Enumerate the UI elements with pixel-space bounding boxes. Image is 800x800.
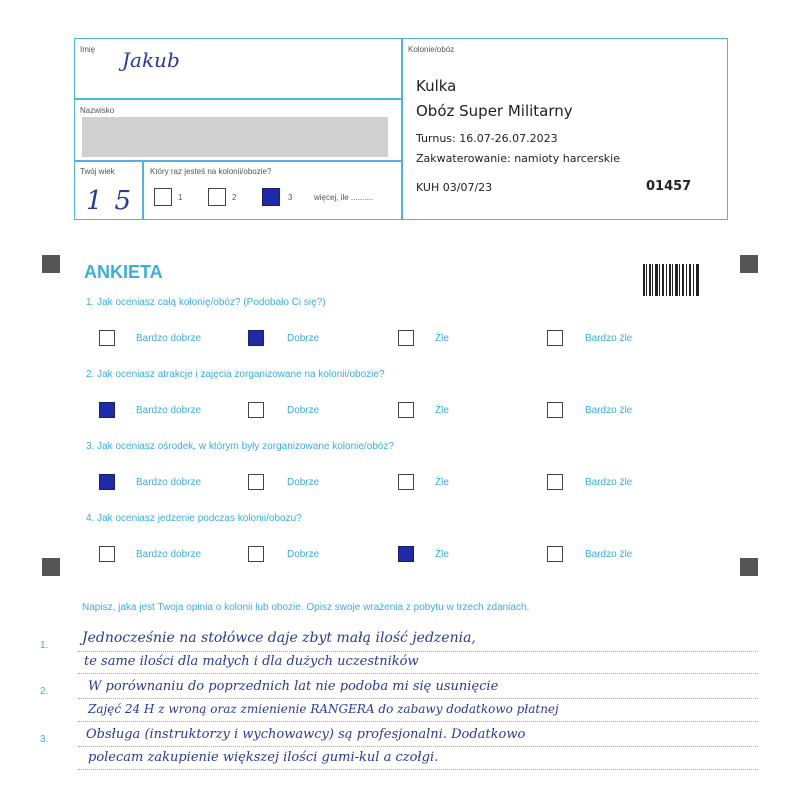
q2-option-zle-checkbox[interactable] xyxy=(398,402,414,418)
q1-option-label: Bardzo dobrze xyxy=(136,333,202,344)
accommodation: Zakwaterowanie: namioty harcerskie xyxy=(416,152,620,165)
times-option-1: 1 xyxy=(178,193,183,202)
q2-option-label: Bardzo dobrze xyxy=(136,405,202,416)
times-option-3: 3 xyxy=(288,193,293,202)
opinion-rule xyxy=(78,769,758,770)
opinion-handwriting-line[interactable]: Jednocześnie na stołówce daje zbyt małą ilość jedzenia, xyxy=(82,630,476,646)
opinion-rule xyxy=(78,721,758,722)
q3-option-bardzo-zle-checkbox[interactable] xyxy=(547,474,563,490)
q3-option-label: Bardzo dobrze xyxy=(136,477,202,488)
q3-option-label: Dobrze xyxy=(287,477,320,488)
question-3: 3. Jak oceniasz ośrodek, w którym były zorganizowane kolonie/obóz? xyxy=(86,441,394,452)
camp-title: Obóz Super Militarny xyxy=(416,102,573,120)
opinion-rule xyxy=(78,673,758,674)
opinion-handwriting-line[interactable]: polecam zakupienie większej ilości gumi-kul a czołgi. xyxy=(88,750,439,765)
times-checkbox-3[interactable] xyxy=(262,188,280,206)
opinion-handwriting-line[interactable]: Obsługa (instruktorzy i wychowawcy) są profesjonalni. Dodatkowo xyxy=(86,727,526,742)
q1-option-bardzo-zle-checkbox[interactable] xyxy=(547,330,563,346)
name-value[interactable]: Jakub xyxy=(122,48,180,72)
q1-option-dobrze-checkbox[interactable] xyxy=(248,330,264,346)
name-label: Imię xyxy=(80,45,96,54)
header-divider-vertical xyxy=(401,38,403,220)
alignment-marker-top-right xyxy=(740,255,758,273)
q4-option-bardzo-zle-checkbox[interactable] xyxy=(547,546,563,562)
q4-option-bardzo-dobrze-checkbox[interactable] xyxy=(99,546,115,562)
question-4: 4. Jak oceniasz jedzenie podczas kolonii/obozu? xyxy=(86,513,302,524)
q2-option-label: Źle xyxy=(435,405,449,416)
q3-option-label: Bardzo źle xyxy=(585,477,633,488)
q4-option-zle-checkbox[interactable] xyxy=(398,546,414,562)
alignment-marker-bottom-left xyxy=(42,558,60,576)
surname-redaction xyxy=(82,117,388,157)
turnus: Turnus: 16.07-26.07.2023 xyxy=(416,132,558,145)
q4-option-label: Dobrze xyxy=(287,549,320,560)
q4-option-label: Bardzo źle xyxy=(585,549,633,560)
surname-label: Nazwisko xyxy=(80,106,115,115)
camp-code: KUH 03/07/23 xyxy=(416,181,493,194)
opinion-handwriting-line[interactable]: Zajęć 24 H z wroną oraz zmienienie RANGERA do zabawy dodatkowo płatnej xyxy=(88,702,559,716)
q3-option-label: Źle xyxy=(435,477,449,488)
name-divider xyxy=(74,98,401,100)
q2-option-label: Dobrze xyxy=(287,405,320,416)
times-checkbox-1[interactable] xyxy=(154,188,172,206)
opinion-line-number-2: 2. xyxy=(40,686,49,697)
times-label: Który raz jesteś na kolonii/obozie? xyxy=(150,167,272,176)
survey-title: ANKIETA xyxy=(84,262,163,282)
opinion-handwriting-line[interactable]: W porównaniu do poprzednich lat nie podoba mi się usunięcie xyxy=(88,679,499,694)
q3-option-bardzo-dobrze-checkbox[interactable] xyxy=(99,474,115,490)
q2-option-dobrze-checkbox[interactable] xyxy=(248,402,264,418)
age-value[interactable]: 15 xyxy=(86,186,144,216)
q4-option-dobrze-checkbox[interactable] xyxy=(248,546,264,562)
q4-option-label: Źle xyxy=(435,549,449,560)
q1-option-label: Źle xyxy=(435,333,449,344)
alignment-marker-top-left xyxy=(42,255,60,273)
opinion-rule xyxy=(78,698,758,699)
camp-label: Kolonie/obóz xyxy=(408,45,455,54)
question-1: 1. Jak oceniasz całą kolonię/obóz? (Podobało Ci się?) xyxy=(86,297,326,308)
opinion-line-number-3: 3. xyxy=(40,734,49,745)
camp-name: Kulka xyxy=(416,77,457,95)
q1-option-bardzo-dobrze-checkbox[interactable] xyxy=(99,330,115,346)
q2-option-label: Bardzo źle xyxy=(585,405,633,416)
q1-option-zle-checkbox[interactable] xyxy=(398,330,414,346)
alignment-marker-bottom-right xyxy=(740,558,758,576)
times-more-label: więcej, ile .......... xyxy=(314,193,374,202)
q4-option-label: Bardzo dobrze xyxy=(136,549,202,560)
opinion-line-number-1: 1. xyxy=(40,640,49,651)
q2-option-bardzo-dobrze-checkbox[interactable] xyxy=(99,402,115,418)
age-label: Twój wiek xyxy=(80,167,115,176)
q3-option-dobrze-checkbox[interactable] xyxy=(248,474,264,490)
surname-divider xyxy=(74,160,401,162)
opinion-rule xyxy=(78,651,758,652)
opinion-handwriting-line[interactable]: te same ilości dla małych i dla dużych uczestników xyxy=(84,654,419,669)
barcode-icon xyxy=(643,264,699,296)
opinion-rule xyxy=(78,746,758,747)
q1-option-label: Bardzo źle xyxy=(585,333,633,344)
q3-option-zle-checkbox[interactable] xyxy=(398,474,414,490)
opinion-prompt: Napisz, jaka jest Twoja opinia o kolonii lub obozie. Opisz swoje wrażenia z pobytu w trzech zdaniach. xyxy=(82,602,530,613)
q2-option-bardzo-zle-checkbox[interactable] xyxy=(547,402,563,418)
camp-number: 01457 xyxy=(646,179,692,194)
q1-option-label: Dobrze xyxy=(287,333,320,344)
times-checkbox-2[interactable] xyxy=(208,188,226,206)
question-2: 2. Jak oceniasz atrakcje i zajęcia zorganizowane na kolonii/obozie? xyxy=(86,369,385,380)
times-option-2: 2 xyxy=(232,193,237,202)
